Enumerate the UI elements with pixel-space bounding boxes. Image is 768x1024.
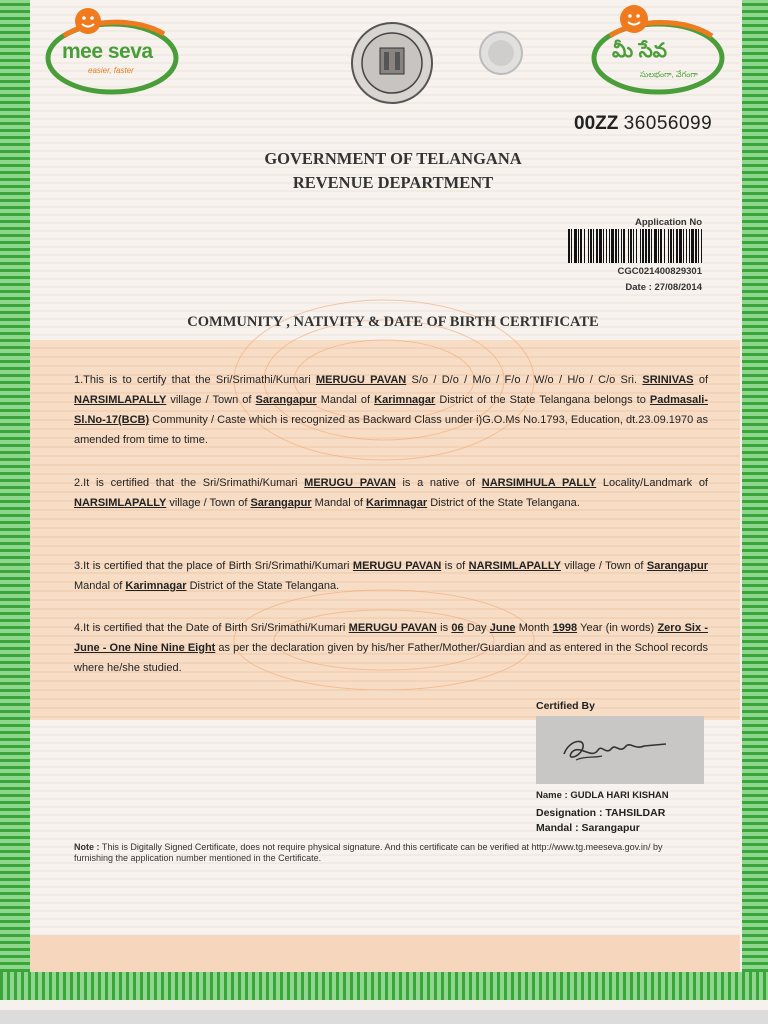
digital-signature-note <box>74 842 674 864</box>
serial-digits: 36056099 <box>623 113 713 134</box>
serial-prefix: 00ZZ <box>574 113 619 134</box>
date-of-birth-paragraph <box>74 618 708 678</box>
p2-text: Mandal of <box>311 497 367 509</box>
department-subtitle: REVENUE DEPARTMENT <box>292 173 494 192</box>
p4-text: as per the declaration given by his/her Father/Mother/Guardian and as entered in the School records where he/she studied. <box>74 642 708 674</box>
serial-number <box>574 113 712 135</box>
p2-text: Locality/Landmark of <box>596 477 708 489</box>
p4-birth-month: June <box>489 622 516 634</box>
p1-father-name: SRINIVAS <box>642 374 694 386</box>
application-date: Date : 27/08/2014 <box>625 282 702 293</box>
certified-by-label: Certified By <box>536 700 595 712</box>
p2-town: Sarangapur <box>250 497 312 509</box>
note-label: Note : <box>74 842 100 852</box>
p2-district: Karimnagar <box>366 497 428 509</box>
p3-town: Sarangapur <box>646 560 708 572</box>
p2-applicant-name: MERUGU PAVAN <box>304 477 396 489</box>
p3-text: village / Town of <box>560 560 647 572</box>
p1-text: village / Town of <box>166 394 256 406</box>
p1-text: of <box>693 374 708 386</box>
p4-text: 4.It is certified that the Date of Birth Sri/Srimathi/Kumari <box>74 622 349 634</box>
note-text: This is Digitally Signed Certificate, does not require physical signature. And this certificate can be verified at http://www.tg.meeseva.gov.in/ by furnishing the application number mentioned in the Certificate. <box>74 842 663 863</box>
p1-village: NARSIMLAPALLY <box>74 394 167 406</box>
application-label: Application No <box>634 217 702 228</box>
p2-village: NARSIMLAPALLY <box>74 497 167 509</box>
p1-text: S/o / D/o / M/o / F/o / W/o / H/o / C/o Sri. <box>406 374 643 386</box>
decorative-border-bottom <box>0 972 768 1000</box>
p2-text: District of the State Telangana. <box>427 497 580 509</box>
application-barcode <box>568 229 702 263</box>
p2-locality: NARSIMHULA PALLY <box>481 477 597 489</box>
p1-district: Karimnagar <box>374 394 436 406</box>
left-logo-text: mee seva <box>62 40 153 63</box>
application-number: CGC021400829301 <box>617 266 702 277</box>
p4-text: is <box>436 622 452 634</box>
p4-text: Year (in words) <box>577 622 658 634</box>
right-logo-text: మీ సేవ <box>612 40 667 62</box>
p1-text: District of the State Telangana belongs to <box>435 394 650 406</box>
right-logo-tagline: సులభంగా, వేగంగా <box>640 70 698 79</box>
p4-dob-in-words: Zero Six - June - One Nine Nine Eight <box>74 622 709 654</box>
p3-text: 3.It is certified that the place of Birth Sri/Srimathi/Kumari <box>74 560 353 572</box>
p1-caste: Padmasali-Sl.No-17(BCB) <box>74 394 708 426</box>
p3-district: Karimnagar <box>125 580 187 592</box>
p3-applicant-name: MERUGU PAVAN <box>352 560 442 572</box>
signatory-name: Name : GUDLA HARI KISHAN <box>536 790 669 801</box>
nativity-paragraph <box>74 473 708 513</box>
p2-text: 2.It is certified that the Sri/Srimathi/Kumari <box>74 477 305 489</box>
p4-applicant-name: MERUGU PAVAN <box>348 622 437 634</box>
signature-image <box>536 716 704 784</box>
p3-village: NARSIMLAPALLY <box>468 560 561 572</box>
p1-text: 1.This is to certify that the Sri/Srimathi/Kumari <box>74 374 316 386</box>
p4-text: Day <box>463 622 490 634</box>
p3-text: District of the State Telangana. <box>186 580 340 592</box>
p1-text: Community / Caste which is recognized as Backward Class under i)G.O.Ms No.1793, Education, dt.23.09.1970 as amended from time to time. <box>74 414 708 446</box>
signatory-mandal: Mandal : Sarangapur <box>536 822 640 834</box>
department-title: GOVERNMENT OF TELANGANA <box>264 149 522 168</box>
birthplace-paragraph <box>74 556 708 596</box>
p4-birth-day: 06 <box>451 622 464 634</box>
p2-text: village / Town of <box>166 497 251 509</box>
p1-applicant-name: MERUGU PAVAN <box>315 374 407 386</box>
signatory-designation: Designation : TAHSILDAR <box>536 807 666 819</box>
p1-text: Mandal of <box>316 394 375 406</box>
community-paragraph <box>74 370 708 450</box>
certificate-title: COMMUNITY , NATIVITY & DATE OF BIRTH CERTIFICATE <box>187 314 599 330</box>
government-emblem-seal <box>348 22 436 104</box>
hologram-seal <box>478 30 524 76</box>
p3-text: Mandal of <box>74 580 126 592</box>
decorative-border-right <box>742 0 768 1000</box>
p4-birth-year: 1998 <box>552 622 578 634</box>
p3-text: is of <box>441 560 469 572</box>
p1-town: Sarangapur <box>255 394 317 406</box>
footer-watermark-band <box>30 935 740 975</box>
p2-text: is a native of <box>395 477 482 489</box>
p4-text: Month <box>515 622 553 634</box>
left-logo-tagline: easier, faster <box>88 66 134 75</box>
